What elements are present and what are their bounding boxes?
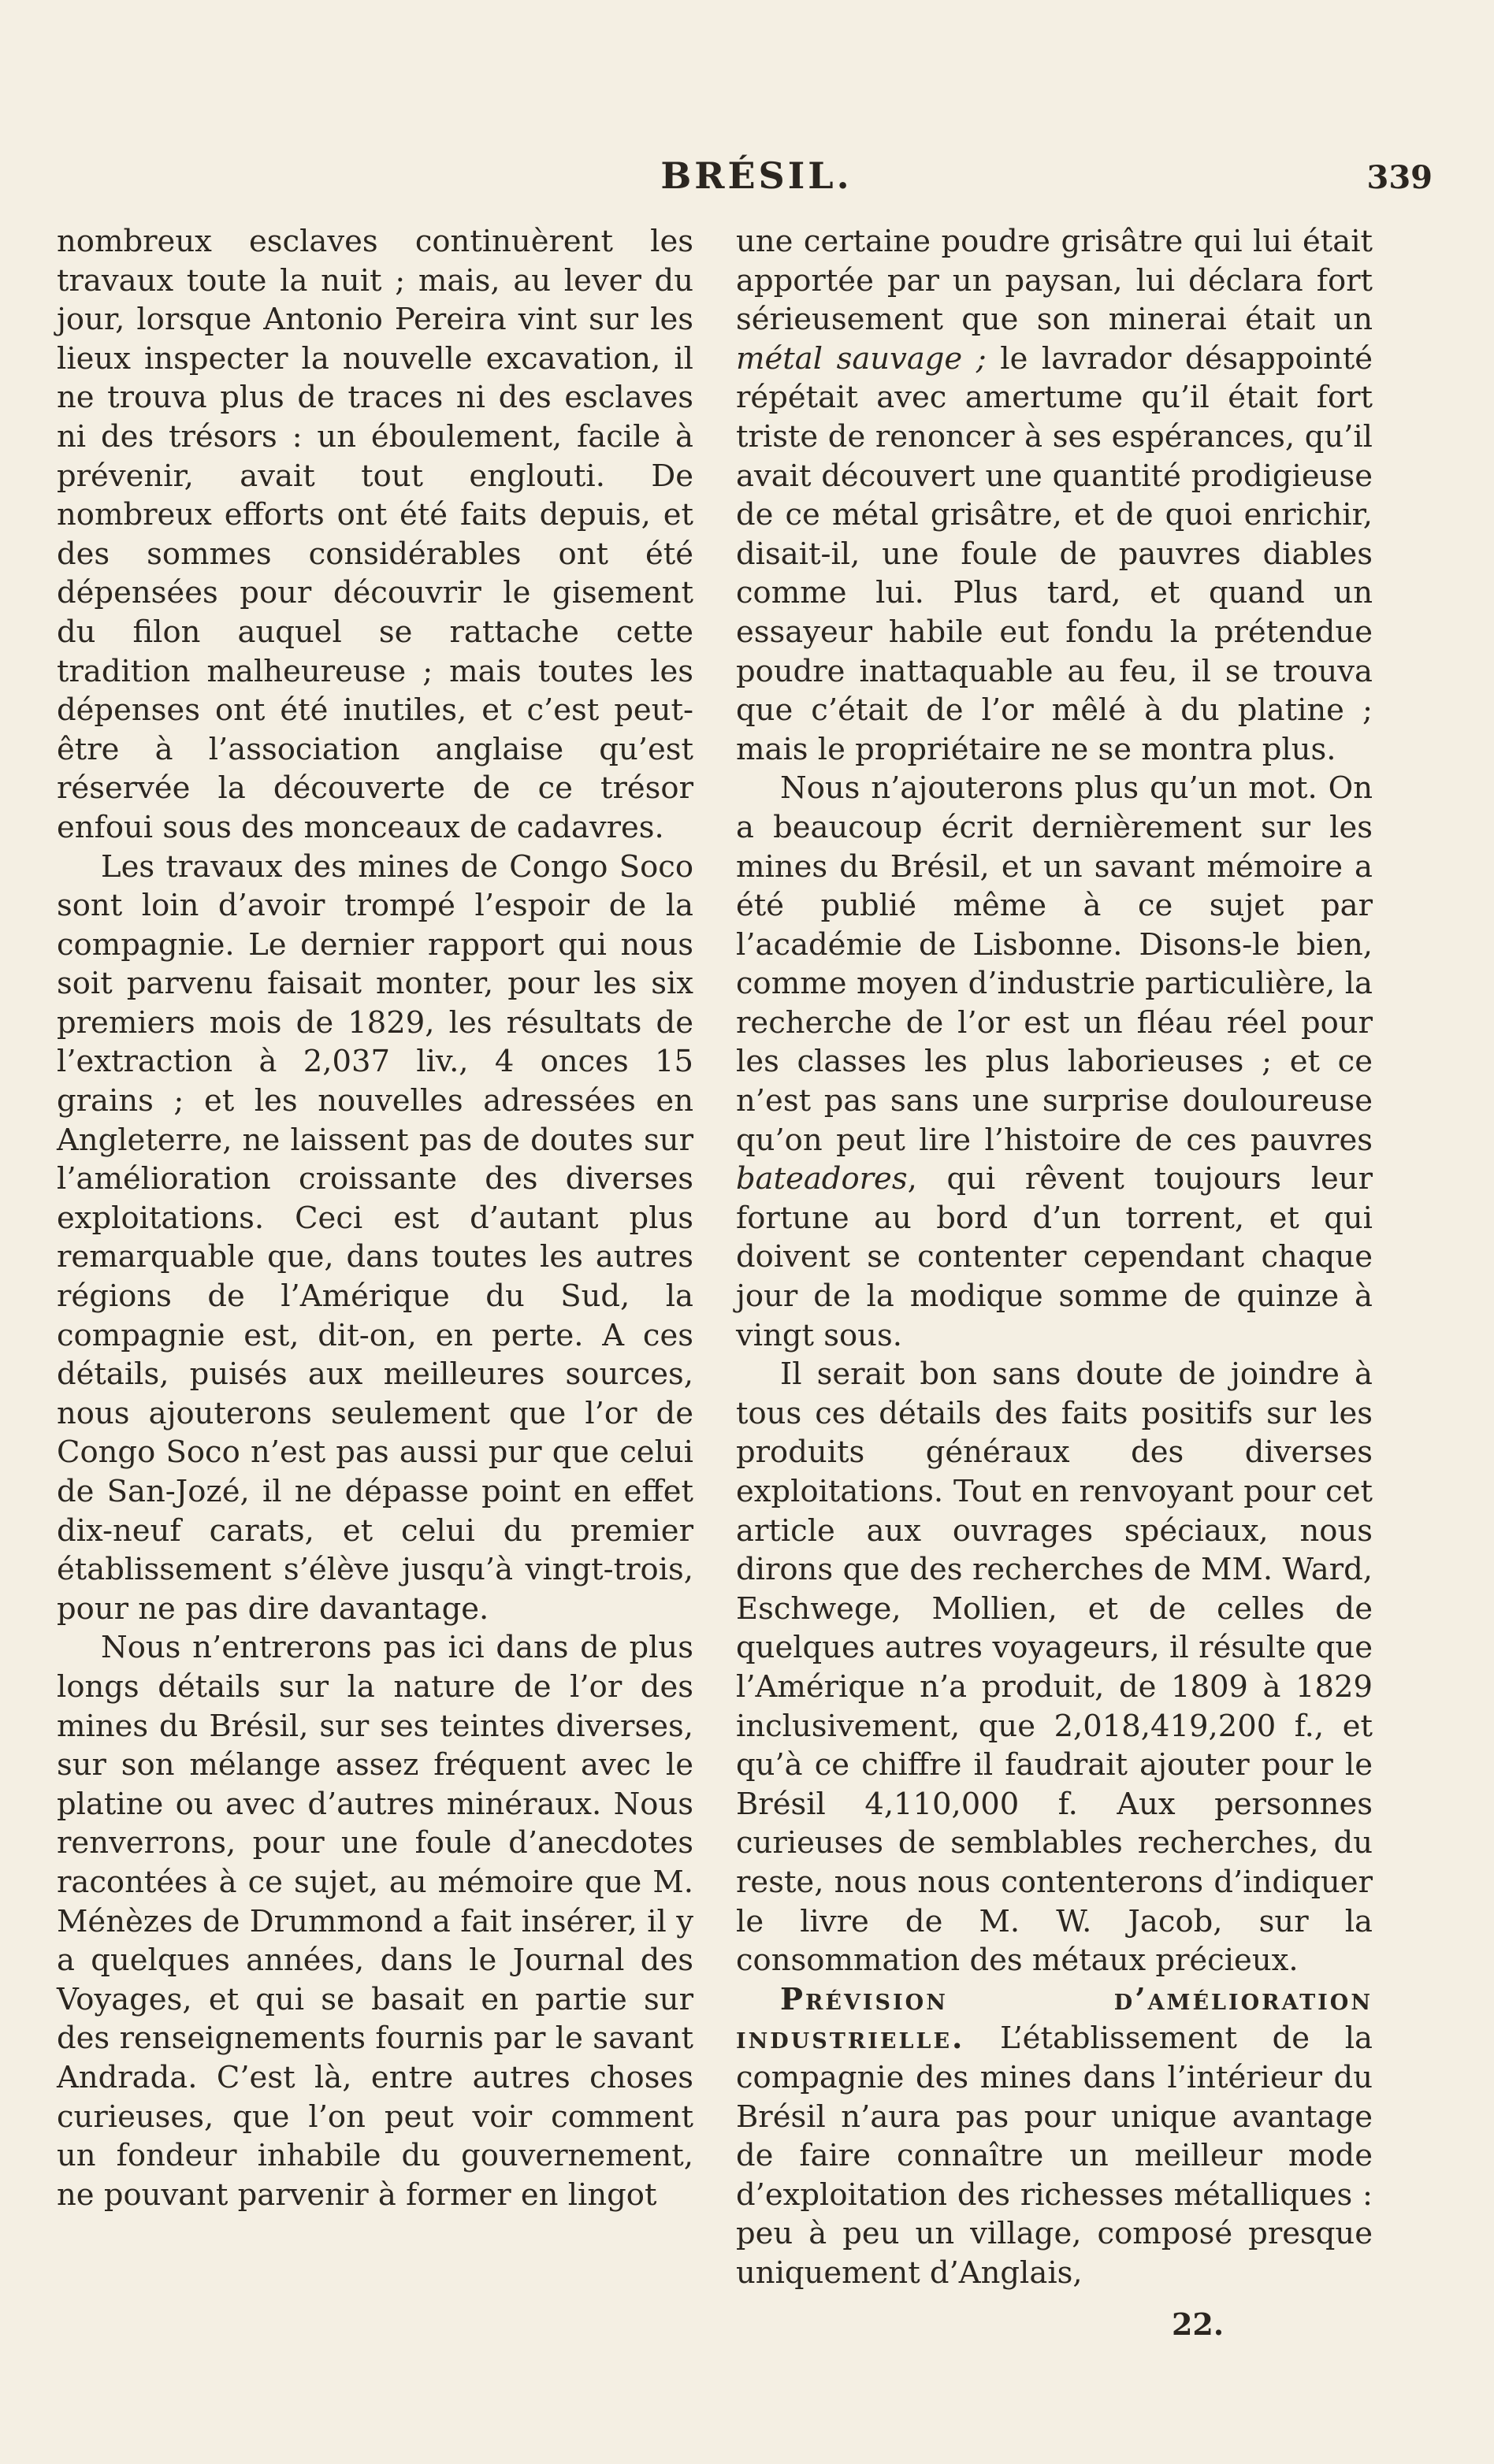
paragraph — [736, 1980, 1373, 2293]
left-column — [57, 222, 693, 2214]
page-number: 339 — [1366, 159, 1433, 196]
text-run: une certaine poudre grisâtre qui lui était apportée par un paysan, lui déclara fort sérieusement que son minerai était un — [736, 224, 1373, 338]
text-run: Nous n’ajouterons plus qu’un mot. On a beaucoup écrit dernièrement sur les mines du Brésil, et un savant mémoire a été publié même à ce sujet par l’académie de Lisbonne. Disons-le bien, comme moyen d’industrie particulière, la recherche de l’or est un fléau réel pour les classes les plus laborieuses ; et ce n’est pas sans une surprise douloureuse qu’on peut lire l’histoire de ces pauvres — [736, 770, 1373, 1158]
page-header — [47, 154, 1434, 202]
text-run: le lavrador désappointé répétait avec amertume qu’il était fort triste de renoncer à ses espérances, qu’il avait découvert une quantité prodigieuse de ce métal grisâtre, et de quoi enrichir, disait-il, une foule de pauvres diables comme lui. Plus tard, et quand un essayeur habile eut fondu la prétendue poudre inattaquable au feu, il se trouva que c’était de l’or mêlé à du platine ; mais le propriétaire ne se montra plus. — [736, 340, 1373, 767]
right-column — [736, 222, 1373, 2292]
paragraph: Nous n’entrerons pas ici dans de plus longs détails sur la nature de l’or des mines du Brésil, sur ses teintes diverses, sur son mélange assez fréquent avec le platine ou avec d’autres minéraux. Nous renverrons, pour une foule d’anecdotes racontées à ce sujet, au mémoire que M. Ménèzes de Drummond a fait insérer, il y a quelques années, dans le Journal des Voyages, et qui se basait en partie sur des renseignements fournis par le savant Andrada. C’est là, entre autres choses curieuses, que l’on peut voir comment un fondeur inhabile du gouvernement, ne pouvant parvenir à former en lingot — [57, 1630, 693, 2213]
italic-term: métal sauvage ; — [736, 340, 987, 377]
paragraph — [736, 769, 1373, 1355]
paragraph: nombreux esclaves continuèrent les travaux toute la nuit ; mais, au lever du jour, lorsque Antonio Pereira vint sur les lieux inspecter la nouvelle excavation, il ne trouva plus de traces ni des esclaves ni des trésors : un éboulement, facile à prévenir, avait tout englouti. De nombreux efforts ont été faits depuis, et des sommes considérables ont été dépensées pour découvrir le gisement du filon auquel se rattache cette tradition malheureuse ; mais toutes les dépenses ont été inutiles, et c’est peut-être à l’association anglaise qu’est réservée la découverte de ce trésor enfoui sous des monceaux de cadavres. — [57, 224, 693, 845]
paragraph: Les travaux des mines de Congo Soco sont loin d’avoir trompé l’espoir de la compagnie. Le dernier rapport qui nous soit parvenu faisait monter, pour les six premiers mois de 1829, les résultats de l’extraction à 2,037 liv., 4 onces 15 grains ; et les nouvelles adressées en Angleterre, ne laissent pas de doutes sur l’amélioration croissante des diverses exploitations. Ceci est d’autant plus remarquable que, dans toutes les autres régions de l’Amérique du Sud, la compagnie est, dit-on, en perte. A ces détails, puisés aux meilleures sources, nous ajouterons seulement que l’or de Congo Soco n’est pas aussi pur que celui de San-Jozé, il ne dépasse point en effet dix-neuf carats, et celui du premier établissement s’élève jusqu’à vingt-trois, pour ne pas dire davantage. — [57, 848, 693, 1627]
italic-term: bateadores — [736, 1161, 908, 1197]
section-heading: Prévision d’amélioration industrielle. — [736, 1981, 1373, 2057]
text-run: L’établissement de la compagnie des mines dans l’intérieur du Brésil n’aura pas pour unique avantage de faire connaître un meilleur mode d’exploitation des richesses métalliques : peu à peu un village, composé presque uniquement d’Anglais, — [736, 2021, 1373, 2291]
text-run: , qui rêvent toujours leur fortune au bord d’un torrent, et qui doivent se contenter cependant chaque jour de la modique somme de quinze à vingt sous. — [736, 1161, 1373, 1353]
paragraph — [736, 222, 1373, 769]
running-title: BRÉSIL. — [660, 154, 853, 197]
signature-mark: 22. — [1171, 2306, 1225, 2342]
paragraph: Il serait bon sans doute de joindre à tous ces détails des faits positifs sur les produits généraux des diverses exploitations. Tout en renvoyant pour cet article aux ouvrages spéciaux, nous dirons que des recherches de MM. Ward, Eschwege, Mollien, et de celles de quelques autres voyageurs, il résulte que l’Amérique n’a produit, de 1809 à 1829 inclusivement, que 2,018,419,200 f., et qu’à ce chiffre il faudrait ajouter pour le Brésil 4,110,000 f. Aux personnes curieuses de semblables recherches, du reste, nous nous contenterons d’indiquer le livre de M. W. Jacob, sur la consommation des métaux précieux. — [736, 1356, 1373, 1979]
